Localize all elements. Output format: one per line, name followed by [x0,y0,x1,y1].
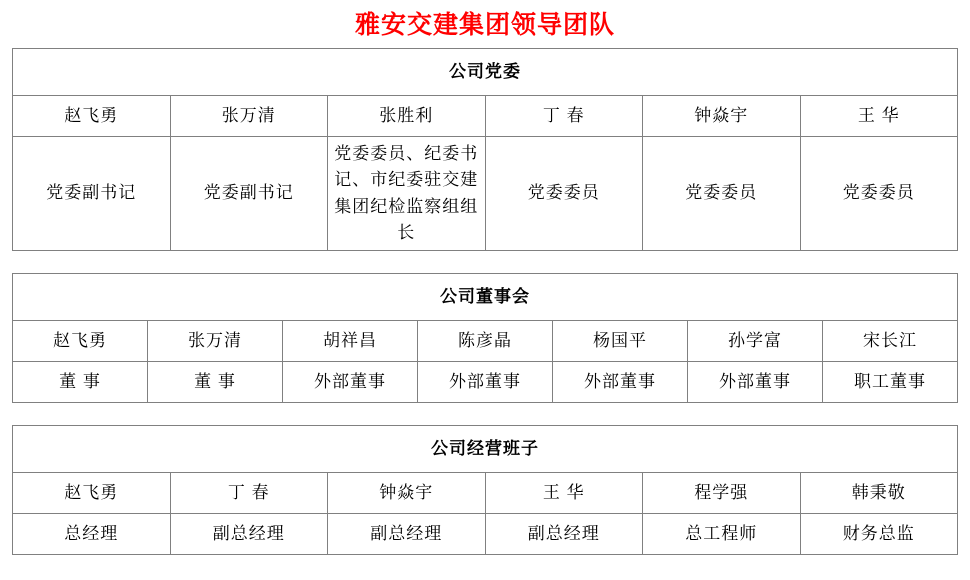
member-name: 钟焱宇 [643,96,801,137]
member-name: 赵飞勇 [13,473,171,514]
page-title: 雅安交建集团领导团队 [354,11,615,39]
member-name: 韩秉敬 [800,473,958,514]
section-heading: 公司董事会 [13,274,958,321]
section-party-committee [12,48,958,251]
table-row [13,362,958,403]
section-management-team [12,425,958,555]
party-committee-table [12,48,958,251]
table-row [13,49,958,96]
member-name: 孙学富 [688,321,823,362]
board-of-directors-table [12,273,958,403]
section-spacer [0,251,970,273]
member-name: 王 华 [485,473,643,514]
member-role: 财务总监 [800,514,958,555]
section-board-of-directors [12,273,958,403]
member-role: 外部董事 [688,362,823,403]
member-name: 赵飞勇 [13,321,148,362]
member-name: 王 华 [800,96,958,137]
member-name: 宋长江 [823,321,958,362]
member-name: 赵飞勇 [13,96,171,137]
table-row [13,137,958,251]
member-role: 副总经理 [170,514,328,555]
member-role: 董 事 [13,362,148,403]
table-row [13,426,958,473]
member-name: 张万清 [148,321,283,362]
member-role: 外部董事 [283,362,418,403]
member-role: 外部董事 [418,362,553,403]
section-spacer [0,403,970,425]
table-row [13,96,958,137]
member-name: 杨国平 [553,321,688,362]
member-name: 钟焱宇 [328,473,486,514]
member-name: 丁 春 [485,96,643,137]
member-role: 职工董事 [823,362,958,403]
member-role: 党委委员、纪委书记、市纪委驻交建集团纪检监察组组长 [328,137,486,251]
member-role: 董 事 [148,362,283,403]
member-name: 丁 春 [170,473,328,514]
management-team-table [12,425,958,555]
table-row [13,514,958,555]
member-name: 张胜利 [328,96,486,137]
member-role: 党委委员 [643,137,801,251]
member-role: 党委委员 [800,137,958,251]
member-role: 党委副书记 [13,137,171,251]
member-role: 总经理 [13,514,171,555]
member-name: 陈彦晶 [418,321,553,362]
member-role: 副总经理 [328,514,486,555]
member-role: 副总经理 [485,514,643,555]
table-row [13,473,958,514]
member-role: 外部董事 [553,362,688,403]
section-heading: 公司党委 [13,49,958,96]
member-role: 党委委员 [485,137,643,251]
table-row [13,321,958,362]
table-row [13,274,958,321]
member-role: 党委副书记 [170,137,328,251]
member-name: 程学强 [643,473,801,514]
section-heading: 公司经营班子 [13,426,958,473]
member-name: 胡祥昌 [283,321,418,362]
member-name: 张万清 [170,96,328,137]
member-role: 总工程师 [643,514,801,555]
